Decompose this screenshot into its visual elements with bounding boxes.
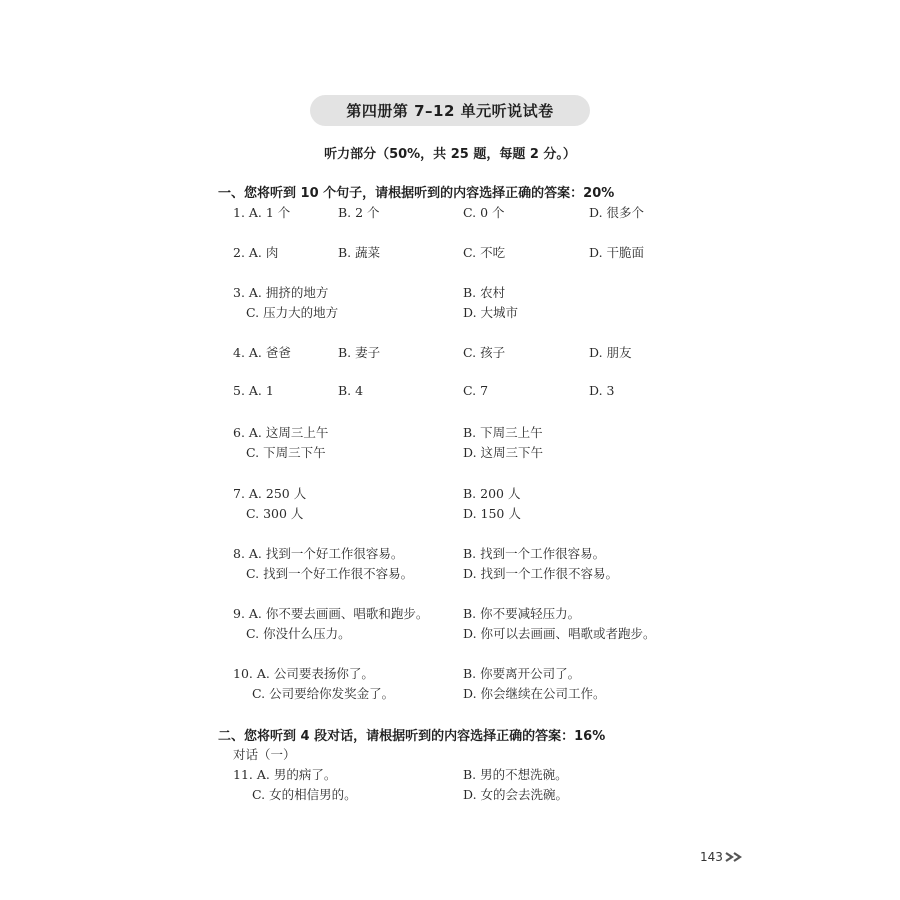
option-b: B. 下周三上午: [463, 425, 543, 440]
question-5: [0, 383, 900, 403]
option-d: D. 你可以去画画、唱歌或者跑步。: [463, 626, 656, 641]
question-3-row1: [0, 283, 900, 303]
option-c: C. 下周三下午: [246, 445, 326, 460]
question-6-row1: [0, 423, 900, 443]
option-b: B. 妻子: [338, 345, 381, 360]
option-c: C. 公司要给你发奖金了。: [252, 686, 395, 701]
question-7-row1: [0, 484, 900, 504]
option-c: C. 300 人: [246, 506, 304, 521]
option-a: 6. A. 这周三上午: [233, 425, 329, 440]
option-b: B. 2 个: [338, 205, 380, 220]
question-9-row2: [0, 624, 900, 644]
question-4: [0, 343, 900, 363]
question-10-row2: [0, 684, 900, 704]
section1-heading: 一、您将听到 10 个句子，请根据听到的内容选择正确的答案：20%: [218, 186, 615, 201]
option-a: 4. A. 爸爸: [233, 345, 291, 360]
page-number: 143: [700, 850, 723, 864]
option-a: 9. A. 你不要去画画、唱歌和跑步。: [233, 606, 429, 621]
option-a: 3. A. 拥挤的地方: [233, 285, 329, 300]
option-c: C. 不吃: [463, 245, 506, 260]
option-c: C. 你没什么压力。: [246, 626, 351, 641]
question-7-row2: [0, 504, 900, 524]
double-chevron-right-icon: [725, 852, 743, 862]
question-3-row2: [0, 303, 900, 323]
option-d: D. 大城市: [463, 305, 519, 320]
option-d: D. 干脆面: [589, 245, 645, 260]
question-9-row1: [0, 604, 900, 624]
option-b: B. 你不要减轻压力。: [463, 606, 581, 621]
option-d: D. 3: [589, 383, 615, 398]
dialog-label: 对话（一）: [233, 747, 296, 762]
option-d: D. 很多个: [589, 205, 645, 220]
option-a: 2. A. 肉: [233, 245, 279, 260]
option-c: C. 7: [463, 383, 489, 398]
option-a: 7. A. 250 人: [233, 486, 307, 501]
option-a: 8. A. 找到一个好工作很容易。: [233, 546, 404, 561]
option-d: D. 朋友: [589, 345, 632, 360]
question-11-row1: [0, 765, 900, 785]
option-b: B. 4: [338, 383, 364, 398]
question-11-row2: [0, 785, 900, 805]
subtitle: 听力部分（50%，共 25 题，每题 2 分。）: [324, 147, 576, 162]
option-c: C. 女的相信男的。: [252, 787, 357, 802]
option-b: B. 男的不想洗碗。: [463, 767, 568, 782]
option-a: 11. A. 男的病了。: [233, 767, 337, 782]
option-b: B. 农村: [463, 285, 506, 300]
question-1: [0, 203, 900, 223]
option-a: 5. A. 1: [233, 383, 274, 398]
option-d: D. 找到一个工作很不容易。: [463, 566, 619, 581]
option-c: C. 0 个: [463, 205, 505, 220]
title-wrap: [0, 95, 900, 126]
option-b: B. 找到一个工作很容易。: [463, 546, 606, 561]
question-8-row2: [0, 564, 900, 584]
question-10-row1: [0, 664, 900, 684]
question-6-row2: [0, 443, 900, 463]
option-d: D. 150 人: [463, 506, 521, 521]
option-d: D. 你会继续在公司工作。: [463, 686, 606, 701]
option-d: D. 这周三下午: [463, 445, 544, 460]
option-b: B. 200 人: [463, 486, 521, 501]
option-a: 10. A. 公司要表扬你了。: [233, 666, 374, 681]
option-d: D. 女的会去洗碗。: [463, 787, 569, 802]
page-title: 第四册第 7–12 单元听说试卷: [310, 95, 589, 126]
option-c: C. 孩子: [463, 345, 506, 360]
option-b: B. 你要离开公司了。: [463, 666, 581, 681]
section2-heading: 二、您将听到 4 段对话，请根据听到的内容选择正确的答案：16%: [218, 729, 606, 744]
option-b: B. 蔬菜: [338, 245, 381, 260]
option-c: C. 压力大的地方: [246, 305, 339, 320]
question-2: [0, 243, 900, 263]
question-8-row1: [0, 544, 900, 564]
option-c: C. 找到一个好工作很不容易。: [246, 566, 414, 581]
option-a: 1. A. 1 个: [233, 205, 291, 220]
